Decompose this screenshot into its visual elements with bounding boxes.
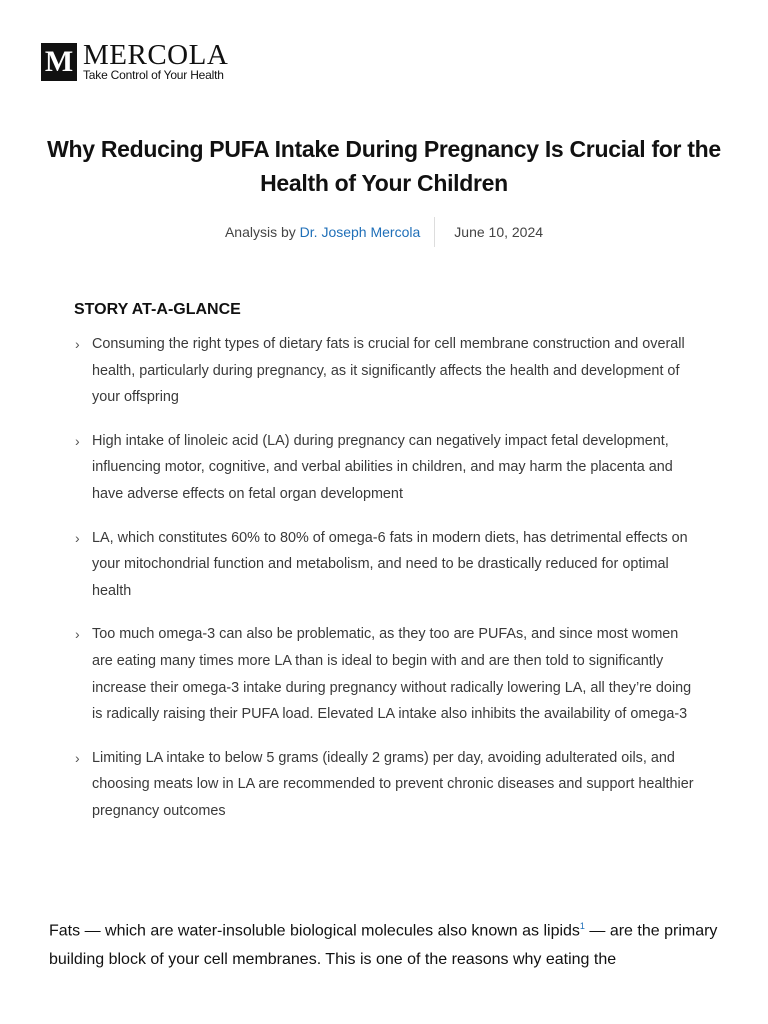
logo-mark-icon: M (41, 43, 77, 81)
logo-wordmark (83, 39, 229, 82)
logo-tagline: Take Control of Your Health (83, 68, 224, 82)
logo-name: MERCOLA (83, 39, 229, 71)
glance-item (74, 428, 694, 508)
story-at-a-glance-heading: STORY AT-A-GLANCE (74, 301, 241, 318)
glance-item-text: High intake of linoleic acid (LA) during pregnancy can negatively impact fetal development, influencing motor, cognitive, and verbal abilities in children, and may harm the placenta and have adverse effects on fetal organ development (92, 432, 673, 502)
story-at-a-glance-list (74, 331, 694, 842)
chevron-right-icon: › (75, 529, 80, 546)
glance-item-text: Limiting LA intake to below 5 grams (ideally 2 grams) per day, avoiding adulterated oils, and choosing meats low in LA are recommended to prevent chronic diseases and support healthier pregnancy outcomes (92, 749, 694, 819)
author-block (225, 217, 434, 247)
article-title: Why Reducing PUFA Intake During Pregnancy Is Crucial for the Health of Your Children (47, 136, 721, 196)
site-logo[interactable] (41, 39, 229, 82)
chevron-right-icon: › (75, 432, 80, 449)
chevron-right-icon: › (75, 749, 80, 766)
glance-item (74, 525, 694, 605)
byline-prefix: Analysis by (224, 224, 296, 240)
chevron-right-icon: › (75, 626, 80, 643)
body-text-before-ref: Fats — which are water-insoluble biological molecules also known as lipids (49, 922, 580, 940)
footnote-link[interactable]: 1 (579, 921, 585, 931)
body-text-after-ref: — are the primary building block of your cell membranes. This is one of the reasons why eating the (49, 922, 718, 969)
glance-item-text: Consuming the right types of dietary fats is crucial for cell membrane construction and overall health, particularly during pregnancy, as it significantly affects the health and development of your offspring (92, 336, 685, 406)
glance-item-text: LA, which constitutes 60% to 80% of omega-6 fats in modern diets, has detrimental effects on your mitochondrial function and metabolism, and need to be drastically reduced for optimal health (92, 529, 688, 599)
glance-item (74, 621, 694, 727)
chevron-right-icon: › (75, 336, 80, 352)
publish-date: June 10, 2024 (454, 224, 544, 240)
author-link[interactable]: Dr. Joseph Mercola (299, 224, 421, 240)
article-body-paragraph (49, 910, 724, 974)
article-byline (0, 217, 768, 247)
glance-item (74, 745, 694, 825)
glance-item (74, 331, 694, 411)
glance-item-text: Too much omega-3 can also be problematic, as they too are PUFAs, and since most women are eating many times more LA than is ideal to begin with and are then told to significantly increase their omega-3 intake during pregnancy without radically lowering LA, all they’re doing is radically raising their PUFA load. Elevated LA intake also inhibits the availability of omega-3 (92, 626, 692, 723)
